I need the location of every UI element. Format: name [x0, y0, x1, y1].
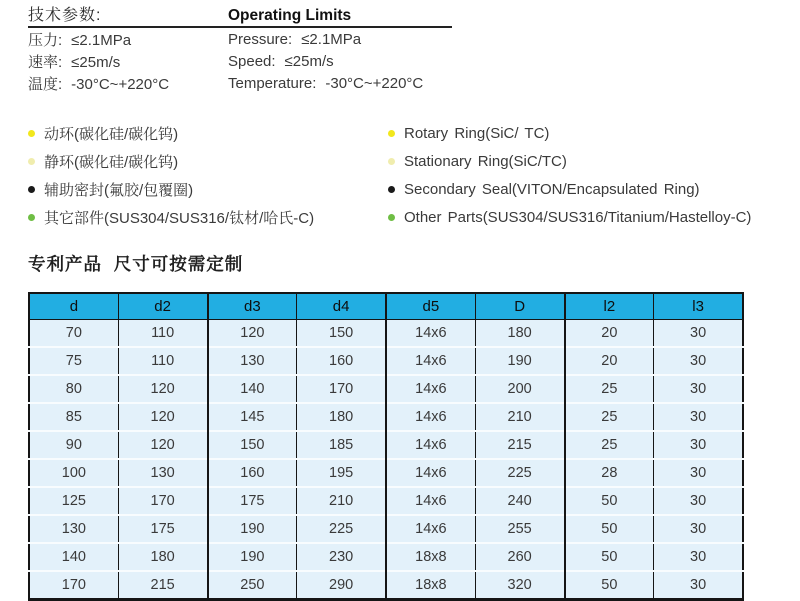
table-cell: 130	[29, 515, 118, 543]
table-cell: 140	[208, 375, 297, 403]
material-item-en	[388, 125, 793, 142]
table-cell: 215	[118, 571, 207, 600]
table-cell: 200	[475, 375, 564, 403]
table-cell: 25	[565, 431, 654, 459]
column-header-d2: d2	[118, 293, 207, 320]
table-cell: 145	[208, 403, 297, 431]
column-header-d: d	[29, 293, 118, 320]
table-cell: 150	[208, 431, 297, 459]
table-cell: 30	[654, 487, 743, 515]
table-row	[29, 515, 743, 543]
table-row	[29, 487, 743, 515]
table-cell: 130	[118, 459, 207, 487]
table-row	[29, 459, 743, 487]
material-item-cn	[28, 207, 388, 228]
table-cell: 120	[118, 431, 207, 459]
bullet-icon	[388, 186, 395, 193]
table-cell: 150	[297, 320, 386, 348]
material-item-en	[388, 181, 793, 198]
column-header-d3: d3	[208, 293, 297, 320]
material-label-cn: 其它部件(SUS304/SUS316/钛材/哈氏-C)	[44, 209, 315, 227]
table-cell: 230	[297, 543, 386, 571]
material-label-en: Secondary Seal(VITON/Encapsulated Ring)	[404, 180, 700, 198]
table-cell: 170	[297, 375, 386, 403]
bullet-icon	[28, 130, 35, 137]
section-title-cn: 技术参数:	[28, 7, 102, 24]
table-row	[29, 431, 743, 459]
table-row	[29, 571, 743, 600]
table-cell: 80	[29, 375, 118, 403]
column-header-d5: d5	[386, 293, 475, 320]
material-label-en: Stationary Ring(SiC/TC)	[404, 152, 567, 170]
bullet-icon	[28, 214, 35, 221]
table-cell: 18x8	[386, 571, 475, 600]
table-cell: 160	[208, 459, 297, 487]
table-section-title: 专利产品 尺寸可按需定制	[28, 254, 244, 274]
table-cell: 210	[297, 487, 386, 515]
table-row	[29, 403, 743, 431]
table-cell: 260	[475, 543, 564, 571]
table-cell: 14x6	[386, 403, 475, 431]
table-cell: 90	[29, 431, 118, 459]
material-item-en	[388, 153, 793, 170]
table-cell: 28	[565, 459, 654, 487]
temperature-value-en: -30°C~+220°C	[325, 74, 424, 92]
speed-label-en: Speed:	[228, 52, 276, 70]
table-cell: 170	[118, 487, 207, 515]
material-label-cn: 辅助密封(氟胶/包覆圈)	[44, 181, 194, 199]
table-cell: 14x6	[386, 431, 475, 459]
spec-row-speed	[28, 50, 498, 72]
table-cell: 180	[297, 403, 386, 431]
table-cell: 215	[475, 431, 564, 459]
spec-row-pressure	[28, 28, 498, 50]
table-cell: 210	[475, 403, 564, 431]
table-cell: 14x6	[386, 459, 475, 487]
bullet-icon	[28, 158, 35, 165]
spec-row-temperature	[28, 72, 498, 94]
table-cell: 30	[654, 515, 743, 543]
table-cell: 120	[118, 375, 207, 403]
material-item-cn	[28, 151, 388, 172]
temperature-label-en: Temperature:	[228, 74, 317, 92]
material-row-rotary-ring	[28, 119, 793, 147]
table-cell: 140	[29, 543, 118, 571]
table-cell: 125	[29, 487, 118, 515]
table-cell: 14x6	[386, 487, 475, 515]
table-cell: 20	[565, 347, 654, 375]
material-item-en	[388, 209, 793, 226]
bullet-icon	[28, 186, 35, 193]
column-header-D: D	[475, 293, 564, 320]
table-cell: 14x6	[386, 375, 475, 403]
column-header-l2: l2	[565, 293, 654, 320]
operating-limits-header	[28, 2, 498, 23]
table-cell: 180	[118, 543, 207, 571]
speed-value-cn: ≤25m/s	[71, 53, 121, 71]
table-cell: 240	[475, 487, 564, 515]
table-cell: 255	[475, 515, 564, 543]
table-cell: 75	[29, 347, 118, 375]
table-cell: 30	[654, 459, 743, 487]
table-cell: 170	[29, 571, 118, 600]
material-item-cn	[28, 179, 388, 200]
table-cell: 50	[565, 487, 654, 515]
table-cell: 50	[565, 515, 654, 543]
table-cell: 30	[654, 320, 743, 348]
material-label-cn: 动环(碳化硅/碳化钨)	[44, 125, 179, 143]
table-cell: 100	[29, 459, 118, 487]
pressure-value-en: ≤2.1MPa	[301, 30, 362, 48]
table-cell: 30	[654, 431, 743, 459]
table-cell: 320	[475, 571, 564, 600]
table-cell: 25	[565, 375, 654, 403]
table-cell: 30	[654, 347, 743, 375]
table-cell: 190	[208, 543, 297, 571]
materials-section	[28, 119, 793, 231]
table-cell: 25	[565, 403, 654, 431]
bullet-icon	[388, 158, 395, 165]
table-cell: 180	[475, 320, 564, 348]
column-header-l3: l3	[654, 293, 743, 320]
table-cell: 120	[118, 403, 207, 431]
table-row	[29, 347, 743, 375]
table-cell: 175	[208, 487, 297, 515]
material-label-en: Rotary Ring(SiC/ TC)	[404, 124, 550, 142]
table-cell: 70	[29, 320, 118, 348]
table-cell: 190	[475, 347, 564, 375]
material-label-cn: 静环(碳化硅/碳化钨)	[44, 153, 179, 171]
table-cell: 14x6	[386, 347, 475, 375]
table-cell: 195	[297, 459, 386, 487]
material-row-secondary-seal	[28, 175, 793, 203]
table-cell: 14x6	[386, 320, 475, 348]
speed-label-cn: 速率:	[28, 53, 63, 71]
section-title-en: Operating Limits	[228, 7, 352, 24]
pressure-label-cn: 压力:	[28, 31, 63, 49]
material-row-other-parts	[28, 203, 793, 231]
table-cell: 20	[565, 320, 654, 348]
pressure-value-cn: ≤2.1MPa	[71, 31, 132, 49]
size-table	[28, 292, 744, 601]
bullet-icon	[388, 130, 395, 137]
table-cell: 14x6	[386, 515, 475, 543]
table-cell: 250	[208, 571, 297, 600]
table-cell: 225	[475, 459, 564, 487]
temperature-value-cn: -30°C~+220°C	[71, 75, 170, 93]
material-item-cn	[28, 123, 388, 144]
table-cell: 30	[654, 403, 743, 431]
table-cell: 130	[208, 347, 297, 375]
table-cell: 290	[297, 571, 386, 600]
speed-value-en: ≤25m/s	[284, 52, 334, 70]
table-row	[29, 543, 743, 571]
table-cell: 30	[654, 543, 743, 571]
temperature-label-cn: 温度:	[28, 75, 63, 93]
table-cell: 18x8	[386, 543, 475, 571]
material-label-en: Other Parts(SUS304/SUS316/Titanium/Hastelloy-C)	[404, 208, 752, 226]
table-row	[29, 320, 743, 348]
table-cell: 50	[565, 543, 654, 571]
table-cell: 225	[297, 515, 386, 543]
table-cell: 30	[654, 375, 743, 403]
table-cell: 190	[208, 515, 297, 543]
table-cell: 30	[654, 571, 743, 600]
table-header-row	[29, 293, 743, 320]
material-row-stationary-ring	[28, 147, 793, 175]
table-cell: 120	[208, 320, 297, 348]
table-cell: 85	[29, 403, 118, 431]
table-cell: 175	[118, 515, 207, 543]
operating-limits-section	[28, 2, 498, 94]
table-row	[29, 375, 743, 403]
column-header-d4: d4	[297, 293, 386, 320]
pressure-label-en: Pressure:	[228, 30, 293, 48]
table-cell: 160	[297, 347, 386, 375]
table-cell: 110	[118, 347, 207, 375]
bullet-icon	[388, 214, 395, 221]
table-cell: 185	[297, 431, 386, 459]
table-cell: 50	[565, 571, 654, 600]
table-cell: 110	[118, 320, 207, 348]
